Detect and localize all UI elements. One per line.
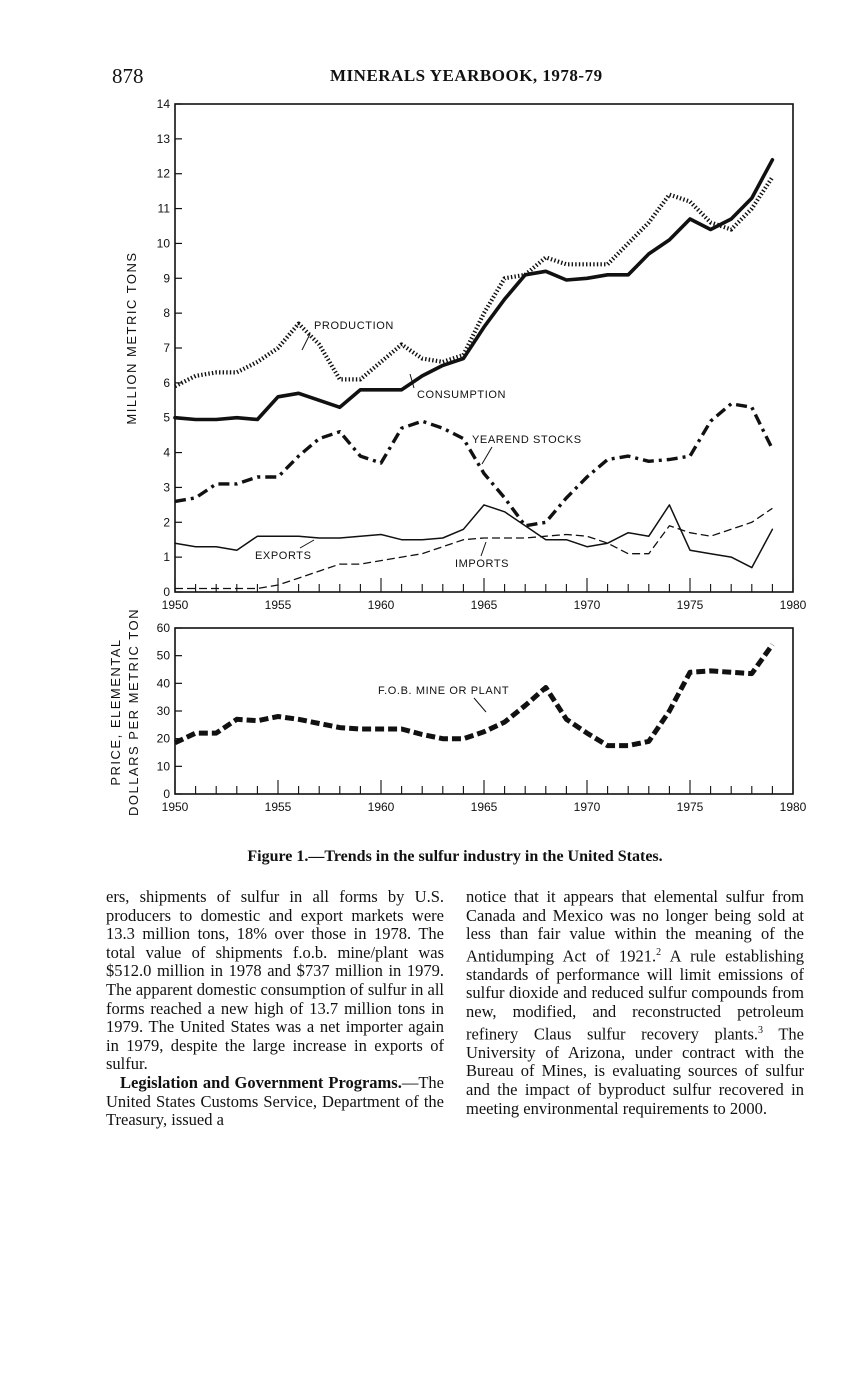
top-ytick-label: 0 bbox=[163, 585, 170, 599]
notice-text-2: A rule establishing standards of performance will limit emissions of sulfur dioxide and reduced sulfur compounds from new, modified, and reconstructed petroleum refinery Claus sulfur recovery plants. bbox=[466, 946, 804, 1044]
paragraph-legislation bbox=[106, 1074, 444, 1130]
top-ytick-label: 1 bbox=[163, 550, 170, 565]
exports-label: EXPORTS bbox=[255, 550, 312, 562]
bot-ytick-label: 30 bbox=[156, 704, 170, 718]
paragraph-notice bbox=[466, 888, 804, 1118]
top-ytick-label: 13 bbox=[156, 131, 170, 146]
top-series-consumption bbox=[175, 160, 772, 420]
bot-xtick-label: 1970 bbox=[573, 800, 601, 814]
text-column-right bbox=[466, 888, 804, 1118]
yearend-stocks-label: YEAREND STOCKS bbox=[472, 434, 582, 446]
top-xtick-label: 1970 bbox=[573, 598, 601, 612]
imports-pointer bbox=[481, 542, 486, 556]
top-xtick-label: 1980 bbox=[779, 598, 807, 612]
legislation-body: —The United States Customs Service, Department of the Treasury, issued a bbox=[106, 1072, 444, 1130]
exports-pointer bbox=[300, 540, 314, 548]
top-ytick-label: 12 bbox=[156, 166, 170, 181]
production-label: PRODUCTION bbox=[314, 320, 394, 332]
top-xtick-label: 1965 bbox=[470, 598, 498, 612]
consumption-label: CONSUMPTION bbox=[417, 389, 507, 401]
bot-ytick-label: 40 bbox=[156, 676, 170, 691]
top-series-production bbox=[175, 177, 772, 386]
top-ytick-label: 11 bbox=[157, 201, 170, 216]
top-series-yearend-stocks bbox=[175, 404, 772, 526]
bottom-y-axis-title-line1: PRICE, ELEMENTAL bbox=[108, 638, 123, 786]
bot-xtick-label: 1950 bbox=[161, 800, 189, 814]
top-ytick-label: 6 bbox=[163, 375, 170, 390]
bot-ytick-label: 50 bbox=[156, 648, 170, 663]
top-ytick-label: 5 bbox=[163, 410, 170, 425]
fob-label: F.O.B. MINE OR PLANT bbox=[378, 685, 510, 697]
running-head: MINERALS YEARBOOK, 1978-79 bbox=[330, 66, 603, 85]
page-number: 878 bbox=[112, 64, 144, 88]
production-pointer bbox=[302, 334, 310, 350]
bot-ytick-label: 0 bbox=[163, 787, 170, 801]
yearend-stocks-pointer bbox=[482, 447, 492, 464]
bot-ytick-label: 60 bbox=[156, 621, 170, 635]
bottom-plot-frame bbox=[175, 628, 793, 794]
bot-xtick-label: 1955 bbox=[264, 800, 292, 814]
top-xtick-label: 1975 bbox=[676, 598, 704, 612]
imports-label: IMPORTS bbox=[455, 558, 510, 570]
paragraph-shipments: ers, shipments of sulfur in all forms by U.S. producers to domestic and export markets were 13.3 million tons, 18% over those in 1978. The total value of shipments f.o.b. mine/plant was $512.0 million in 1978 and $737 million in 1979. The apparent domestic consumption of sulfur in all forms reached a new high of 13.7 million tons in 1979. The United States was a net importer again in 1979, despite the large increase in exports of sulfur. bbox=[106, 887, 444, 1074]
notice-text-1: notice that it appears that elemental sulfur from Canada and Mexico was no longer being sold at less than fair value within the meaning of the Antidumping Act of 1921. bbox=[466, 887, 804, 966]
top-ytick-label: 7 bbox=[163, 341, 170, 355]
top-ytick-label: 9 bbox=[163, 271, 170, 286]
bottom-y-axis-title-line2: DOLLARS PER METRIC TON bbox=[126, 607, 141, 817]
bot-xtick-label: 1980 bbox=[779, 800, 807, 814]
notice-text-3: The University of Arizona, under contract with the Bureau of Mines, is evaluating sources of sulfur and the impact of byproduct sulfur recovered in meeting environmental requirements to 2000. bbox=[466, 1024, 805, 1118]
fob-pointer bbox=[474, 698, 486, 712]
figure-caption: Figure 1.—Trends in the sulfur industry in the United States. bbox=[247, 848, 663, 865]
top-plot-frame bbox=[175, 104, 793, 592]
footnote-ref-2: 2 bbox=[656, 946, 662, 958]
top-ytick-label: 14 bbox=[156, 97, 170, 111]
legislation-heading: Legislation and Government Programs. bbox=[120, 1072, 402, 1092]
top-series-imports bbox=[175, 508, 772, 588]
text-column-left bbox=[106, 888, 444, 1130]
bottom-chart bbox=[108, 608, 807, 816]
bot-xtick-label: 1975 bbox=[676, 800, 704, 814]
top-xtick-label: 1955 bbox=[264, 598, 292, 612]
top-y-axis-title: MILLION METRIC TONS bbox=[124, 251, 139, 425]
top-xtick-label: 1960 bbox=[367, 598, 395, 612]
top-chart bbox=[124, 97, 807, 612]
bot-xtick-label: 1960 bbox=[367, 800, 395, 814]
bot-ytick-label: 20 bbox=[156, 731, 170, 746]
top-ytick-label: 3 bbox=[163, 480, 170, 495]
top-ytick-label: 4 bbox=[163, 445, 170, 460]
bot-ytick-label: 10 bbox=[156, 759, 170, 774]
top-ytick-label: 2 bbox=[163, 515, 170, 530]
top-ytick-label: 8 bbox=[163, 306, 170, 321]
top-ytick-label: 10 bbox=[156, 236, 170, 251]
top-xtick-label: 1950 bbox=[161, 598, 189, 612]
footnote-ref-3: 3 bbox=[758, 1024, 764, 1036]
bot-xtick-label: 1965 bbox=[470, 800, 498, 814]
